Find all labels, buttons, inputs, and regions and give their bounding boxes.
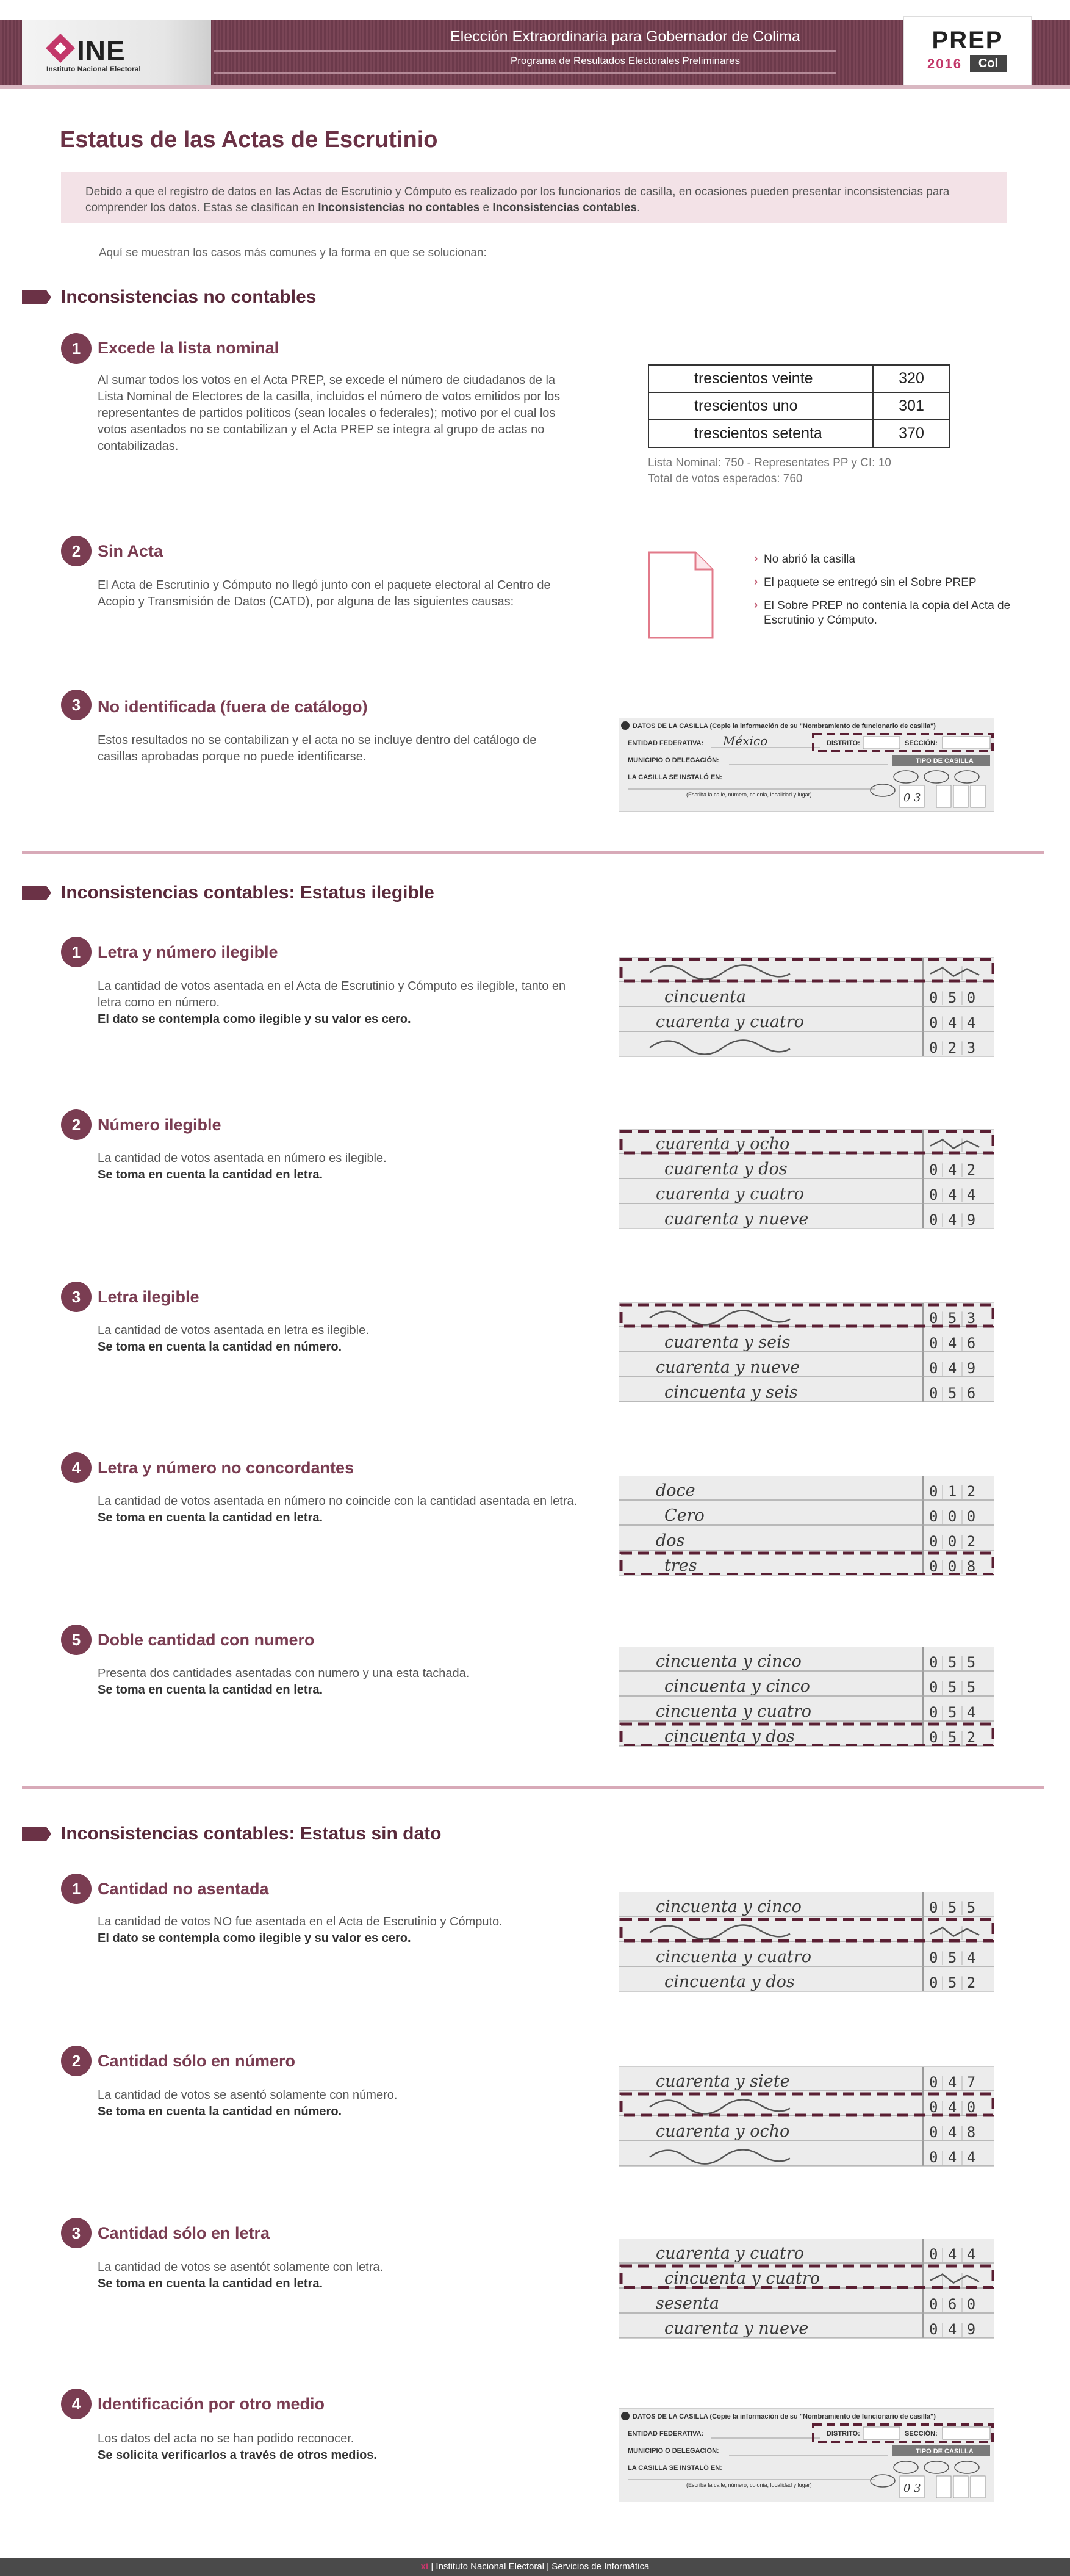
arrow-right-icon bbox=[22, 290, 51, 304]
handwritten-words: cincuenta y dos bbox=[664, 1972, 795, 1991]
item-description: Estos resultados no se contabilizan y el acta no se incluye dentro del catálogo de casillas aprobadas porque no puede identificarse. bbox=[98, 734, 537, 763]
footer-links[interactable]: | Instituto Nacional Electoral | Servicios de Informática bbox=[431, 2561, 650, 2572]
section-divider bbox=[22, 1786, 1044, 1789]
acta-scan bbox=[619, 1647, 994, 1747]
item-description-text: La cantidad de votos asentada en número no coincide con la cantidad asentada en letra. bbox=[98, 1495, 578, 1508]
item-description-text: Los datos del acta no se han podido reconocer. bbox=[98, 2432, 354, 2445]
form-header: DATOS DE LA CASILLA (Copie la información de su "Nombramiento de funcionario de casilla") bbox=[633, 723, 936, 730]
item-resolution: Se toma en cuenta la cantidad en número. bbox=[98, 1340, 342, 1354]
handwritten-digits: 0 4 8 bbox=[929, 2123, 977, 2141]
item-number: 2 bbox=[61, 1109, 92, 1140]
header-decor-stripe bbox=[214, 72, 836, 74]
item-number: 1 bbox=[61, 1874, 92, 1904]
table-row bbox=[648, 365, 950, 392]
form-option-oval bbox=[894, 2461, 918, 2473]
handwritten-digits: 0 4 6 bbox=[929, 1334, 977, 1352]
item-number: 3 bbox=[61, 2218, 92, 2248]
acta-scan bbox=[619, 1129, 994, 1229]
handwritten-words: cincuenta y seis bbox=[664, 1382, 798, 1402]
handwritten-digits: 0 5 4 bbox=[929, 1703, 977, 1721]
handwritten-digits: 0 4 4 bbox=[929, 1014, 977, 1031]
handwritten-words: cincuenta y cuatro bbox=[664, 2268, 820, 2288]
table-note: Lista Nominal: 750 - Representates PP y CI: 10 bbox=[648, 456, 891, 469]
handwritten-digits: 0 4 0 bbox=[929, 2098, 977, 2116]
handwritten-words: cuarenta y ocho bbox=[656, 2121, 790, 2141]
handwritten-words: cuarenta y nueve bbox=[664, 1209, 809, 1228]
item-description bbox=[98, 1493, 580, 1526]
item-number: 3 bbox=[61, 690, 92, 720]
illegible-scribble bbox=[650, 2150, 790, 2164]
item-number: 4 bbox=[61, 1452, 92, 1483]
item-description bbox=[98, 1914, 580, 1947]
form-hint: (Escriba la calle, número, colonia, localidad y lugar) bbox=[686, 792, 812, 798]
acta-scan bbox=[619, 1302, 994, 1402]
ine-logo-text: INE bbox=[77, 35, 126, 67]
item-description: Al sumar todos los votos en el Acta PREP, se excede el número de ciudadanos de la Lista Nominal de Electores de la casilla, incluidos el número de votos emitidos por los representantes de partidos políticos (sean locales o federales); motivo por el cual los votos asentados no se contabilizan y el Acta PREP se integra al grupo de actas no contabilizadas. bbox=[98, 373, 561, 453]
handwritten-words: tres bbox=[664, 1556, 697, 1575]
acta-scan bbox=[619, 1892, 994, 1992]
handwritten-words: cincuenta y cuatro bbox=[656, 1947, 812, 1966]
table-cell-number: 320 bbox=[873, 365, 950, 392]
item-description bbox=[98, 1150, 580, 1183]
handwritten-digits: 0 5 5 bbox=[929, 1678, 977, 1696]
item-description-text: La cantidad de votos asentada en número es ilegible. bbox=[98, 1152, 387, 1165]
item-resolution: El dato se contempla como ilegible y su valor es cero. bbox=[98, 1012, 411, 1026]
notice-text: Debido a que el registro de datos en las Actas de Escrutinio y Cómputo es realizado por los funcionarios de casilla, en ocasiones pueden presentar inconsistencias para comprender los datos. Estas se clasifican en bbox=[85, 186, 950, 214]
list-item: › El paquete se entregó sin el Sobre PREP bbox=[754, 575, 1035, 590]
form-hint: (Escriba la calle, número, colonia, localidad y lugar) bbox=[686, 2482, 812, 2488]
document-icon bbox=[648, 551, 714, 639]
item-description bbox=[98, 1665, 580, 1698]
handwritten-digits: 0 5 0 bbox=[929, 989, 977, 1006]
handwritten-words: cuarenta y seis bbox=[664, 1332, 791, 1352]
handwritten-digits: 0 0 8 bbox=[929, 1557, 977, 1575]
form-digit-box bbox=[971, 2476, 985, 2498]
table-cell-words: trescientos uno bbox=[648, 392, 873, 420]
item-title: Sin Acta bbox=[98, 542, 163, 560]
form-option-oval bbox=[871, 2475, 895, 2487]
form-label: SECCIÓN: bbox=[905, 2430, 938, 2437]
illegible-scribble bbox=[930, 1928, 979, 1936]
handwritten-digits: 0 4 9 bbox=[929, 2320, 977, 2338]
page-footer bbox=[0, 2558, 1070, 2576]
form-header: DATOS DE LA CASILLA (Copie la información de su "Nombramiento de funcionario de casilla") bbox=[633, 2413, 936, 2420]
form-field-box bbox=[943, 737, 990, 749]
handwritten-words: cincuenta y cinco bbox=[664, 1676, 810, 1696]
item-number: 2 bbox=[61, 536, 92, 566]
form-label: LA CASILLA SE INSTALÓ EN: bbox=[628, 2464, 722, 2472]
acta-scan bbox=[619, 1476, 994, 1576]
illegible-scribble bbox=[650, 1311, 790, 1325]
form-label: ENTIDAD FEDERATIVA: bbox=[628, 740, 704, 747]
handwritten-words: sesenta bbox=[656, 2293, 720, 2313]
item-title: No identificada (fuera de catálogo) bbox=[98, 698, 368, 716]
item-number: 5 bbox=[61, 1625, 92, 1655]
header-decor-stripe bbox=[214, 50, 836, 52]
table-cell-number: 370 bbox=[873, 420, 950, 447]
item-title: Identificación por otro medio bbox=[98, 2395, 325, 2413]
form-field-box bbox=[863, 737, 900, 749]
notice-highlight: Inconsistencias no contables bbox=[318, 201, 480, 214]
illegible-scribble bbox=[650, 1041, 790, 1055]
illegible-scribble bbox=[650, 965, 790, 980]
item-resolution: Se toma en cuenta la cantidad en letra. bbox=[98, 2277, 323, 2290]
form-step-icon bbox=[621, 721, 630, 730]
handwritten-words: cincuenta y cuatro bbox=[656, 1701, 812, 1721]
handwritten-digits: 0 4 4 bbox=[929, 2148, 977, 2166]
table-note: Total de votos esperados: 760 bbox=[648, 472, 803, 485]
item-resolution: Se toma en cuenta la cantidad en número. bbox=[98, 2105, 342, 2118]
notice-box bbox=[61, 172, 1007, 223]
handwritten-digits: 0 0 2 bbox=[929, 1532, 977, 1550]
item-description bbox=[98, 1322, 580, 1355]
handwritten-digits: 0 1 2 bbox=[929, 1482, 977, 1500]
form-option-oval bbox=[894, 771, 918, 783]
handwritten-words: cuarenta y siete bbox=[656, 2071, 790, 2091]
item-description bbox=[98, 2431, 580, 2464]
form-option-oval bbox=[924, 2461, 949, 2473]
form-label: DISTRITO: bbox=[827, 2430, 860, 2437]
item-resolution: El dato se contempla como ilegible y su valor es cero. bbox=[98, 1932, 411, 1945]
item-title: Cantidad sólo en número bbox=[98, 2052, 296, 2070]
handwritten-digits: 0 4 9 bbox=[929, 1211, 977, 1228]
item-resolution: Se toma en cuenta la cantidad en letra. bbox=[98, 1683, 323, 1697]
handwritten-words: cuarenta y nueve bbox=[656, 1357, 800, 1377]
list-item: › El Sobre PREP no contenía la copia del Acta de Escrutinio y Cómputo. bbox=[754, 599, 1035, 628]
handwritten-digits: 0 5 2 bbox=[929, 1728, 977, 1746]
form-digit-box bbox=[936, 2476, 951, 2498]
form-label: ENTIDAD FEDERATIVA: bbox=[628, 2430, 704, 2437]
handwritten-digits: 0 5 5 bbox=[929, 1653, 977, 1671]
item-number: 1 bbox=[61, 333, 92, 364]
form-label: MUNICIPIO O DELEGACIÓN: bbox=[628, 2447, 719, 2455]
handwritten-words: cuarenta y cuatro bbox=[656, 1012, 804, 1031]
acta-scan bbox=[619, 957, 994, 1057]
item-number: 2 bbox=[61, 2046, 92, 2076]
item-resolution: Se solicita verificarlos a través de otros medios. bbox=[98, 2448, 377, 2462]
table-cell-number: 301 bbox=[873, 392, 950, 420]
handwritten-words: dos bbox=[656, 1531, 685, 1550]
item-title: Letra y número ilegible bbox=[98, 943, 278, 961]
table-cell-words: trescientos setenta bbox=[648, 420, 873, 447]
handwritten-digits: 0 4 9 bbox=[929, 1359, 977, 1377]
acta-scan bbox=[619, 2239, 994, 2339]
handwritten-words: cuarenta y ocho bbox=[656, 1134, 790, 1153]
illegible-scribble bbox=[650, 1925, 790, 1939]
form-digit-box bbox=[953, 785, 968, 807]
header-divider bbox=[0, 85, 1070, 89]
prep-logo-state: Col bbox=[970, 55, 1007, 72]
form-option-oval bbox=[955, 771, 979, 783]
form-digit-box bbox=[971, 785, 985, 807]
form-label: MUNICIPIO O DELEGACIÓN: bbox=[628, 757, 719, 764]
page-title: Estatus de las Actas de Escrutinio bbox=[60, 127, 438, 153]
handwritten-digits: 0 5 5 bbox=[929, 1899, 977, 1916]
handwritten-digits: 0 4 4 bbox=[929, 1186, 977, 1203]
handwritten-words: cincuenta y dos bbox=[664, 1726, 795, 1746]
form-handwritten-value: 0 3 bbox=[903, 792, 921, 804]
form-label: TIPO DE CASILLA bbox=[916, 2448, 974, 2455]
form-handwritten-value: México bbox=[723, 734, 768, 748]
handwritten-digits: 0 5 2 bbox=[929, 1974, 977, 1991]
handwritten-digits: 0 4 4 bbox=[929, 2245, 977, 2263]
handwritten-digits: 0 4 7 bbox=[929, 2073, 977, 2091]
prep-logo-year: 2016 bbox=[927, 56, 962, 71]
item-number: 3 bbox=[61, 1282, 92, 1312]
form-handwritten-value: 0 3 bbox=[903, 2482, 921, 2495]
handwritten-words: cuarenta y dos bbox=[664, 1159, 788, 1178]
arrow-right-icon bbox=[22, 886, 51, 900]
item-description bbox=[98, 2087, 580, 2120]
form-field-box bbox=[943, 2427, 990, 2439]
handwritten-words: cincuenta y cinco bbox=[656, 1897, 802, 1916]
intro-text: Aquí se muestran los casos más comunes y la forma en que se solucionan: bbox=[99, 247, 487, 259]
item-description bbox=[98, 978, 580, 1028]
prep-logo-text: PREP bbox=[932, 27, 1004, 54]
section-title: Inconsistencias contables: Estatus ilegible bbox=[61, 882, 434, 903]
handwritten-digits: 0 0 0 bbox=[929, 1507, 977, 1525]
list-item: › No abrió la casilla bbox=[754, 552, 1035, 567]
handwritten-digits: 0 5 4 bbox=[929, 1949, 977, 1966]
item-title: Cantidad sólo en letra bbox=[98, 2224, 270, 2242]
handwritten-words: cincuenta y cinco bbox=[656, 1651, 802, 1671]
handwritten-words: cincuenta bbox=[664, 987, 746, 1006]
item-description-text: La cantidad de votos NO fue asentada en el Acta de Escrutinio y Cómputo. bbox=[98, 1915, 503, 1928]
handwritten-words: cuarenta y cuatro bbox=[656, 2243, 804, 2263]
section-title: Inconsistencias contables: Estatus sin dato bbox=[61, 1824, 442, 1844]
form-option-oval bbox=[871, 784, 895, 796]
illegible-scribble bbox=[650, 2100, 790, 2114]
item-description-text: La cantidad de votos asentada en letra es ilegible. bbox=[98, 1324, 369, 1337]
form-digit-box bbox=[953, 2476, 968, 2498]
section-divider bbox=[22, 851, 1044, 854]
notice-end: . bbox=[636, 201, 641, 214]
table-row bbox=[648, 420, 950, 447]
illegible-scribble bbox=[930, 1140, 979, 1149]
notice-connector: e bbox=[479, 201, 493, 214]
notice-highlight: Inconsistencias contables bbox=[492, 201, 637, 214]
item-title: Letra y número no concordantes bbox=[98, 1459, 354, 1477]
acta-form-scan bbox=[619, 718, 994, 812]
ine-logo-subtitle: Instituto Nacional Electoral bbox=[46, 65, 141, 73]
acta-scan bbox=[619, 2066, 994, 2167]
form-label: DISTRITO: bbox=[827, 740, 860, 747]
footer-logo: xi bbox=[420, 2561, 429, 2572]
form-field-box bbox=[863, 2427, 900, 2439]
item-title: Número ilegible bbox=[98, 1116, 221, 1134]
arrow-right-icon bbox=[22, 1827, 51, 1841]
item-description-text: La cantidad de votos se asentót solamente con letra. bbox=[98, 2260, 384, 2274]
prep-logo-link[interactable] bbox=[903, 16, 1032, 87]
item-title: Letra ilegible bbox=[98, 1288, 199, 1306]
form-option-oval bbox=[924, 771, 949, 783]
item-title: Doble cantidad con numero bbox=[98, 1631, 315, 1649]
table-row bbox=[648, 392, 950, 420]
form-step-icon bbox=[621, 2412, 630, 2420]
item-title: Excede la lista nominal bbox=[98, 339, 279, 357]
handwritten-words: cuarenta y cuatro bbox=[656, 1184, 804, 1203]
header-subtitle: Programa de Resultados Electorales Preliminares bbox=[510, 55, 741, 67]
handwritten-digits: 0 5 3 bbox=[929, 1309, 977, 1327]
item-description: El Acta de Escrutinio y Cómputo no llegó junto con el paquete electoral al Centro de Acopio y Transmisión de Datos (CATD), por alguna de las siguientes causas: bbox=[98, 579, 551, 608]
form-option-oval bbox=[955, 2461, 979, 2473]
item-number: 4 bbox=[61, 2389, 92, 2419]
ine-logo-link[interactable] bbox=[22, 20, 211, 85]
item-description-text: Presenta dos cantidades asentadas con numero y una esta tachada. bbox=[98, 1667, 470, 1680]
illegible-scribble bbox=[930, 968, 979, 976]
item-number: 1 bbox=[61, 937, 92, 967]
handwritten-words: Cero bbox=[664, 1506, 705, 1525]
item-resolution: Se toma en cuenta la cantidad en letra. bbox=[98, 1168, 323, 1182]
item-title: Cantidad no asentada bbox=[98, 1880, 269, 1898]
handwritten-digits: 0 6 0 bbox=[929, 2295, 977, 2313]
item-description bbox=[98, 2259, 580, 2292]
form-label: LA CASILLA SE INSTALÓ EN: bbox=[628, 774, 722, 781]
table-cell-words: trescientos veinte bbox=[648, 365, 873, 392]
item-description-text: La cantidad de votos asentada en el Acta de Escrutinio y Cómputo es ilegible, tanto en letra como en número. bbox=[98, 980, 566, 1009]
handwritten-digits: 0 5 6 bbox=[929, 1384, 977, 1402]
page-header bbox=[0, 0, 1070, 85]
handwritten-words: cuarenta y nueve bbox=[664, 2318, 809, 2338]
section-title: Inconsistencias no contables bbox=[61, 287, 317, 307]
form-digit-box bbox=[936, 785, 951, 807]
illegible-scribble bbox=[930, 2275, 979, 2283]
item-resolution: Se toma en cuenta la cantidad en letra. bbox=[98, 1511, 323, 1524]
form-label: SECCIÓN: bbox=[905, 740, 938, 747]
header-title: Elección Extraordinaria para Gobernador de Colima bbox=[450, 28, 800, 45]
reasons-list bbox=[754, 552, 1035, 637]
handwritten-digits: 0 4 2 bbox=[929, 1161, 977, 1178]
form-label: TIPO DE CASILLA bbox=[916, 757, 974, 765]
handwritten-words: doce bbox=[656, 1481, 695, 1500]
item-description-text: La cantidad de votos se asentó solamente con número. bbox=[98, 2088, 398, 2102]
votes-table bbox=[648, 364, 950, 448]
acta-form-scan bbox=[619, 2408, 994, 2502]
handwritten-digits: 0 2 3 bbox=[929, 1039, 977, 1056]
